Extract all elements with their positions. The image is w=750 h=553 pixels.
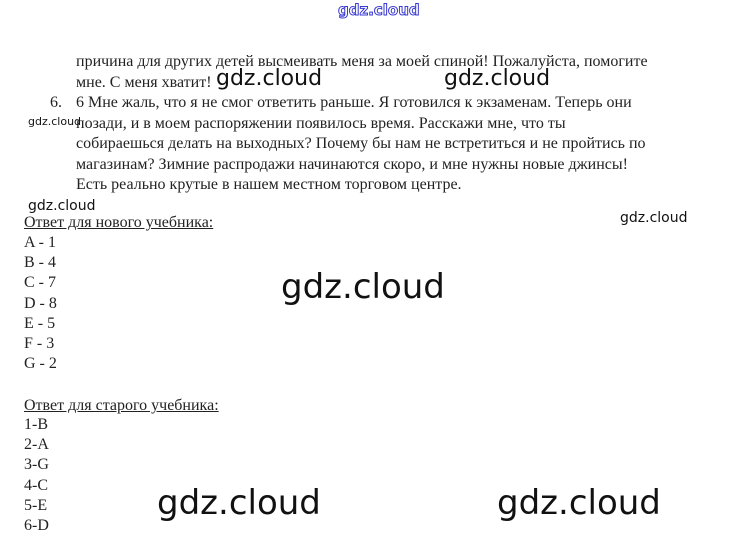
- text-line: Есть реально крутые в нашем местном торговом центре.: [76, 176, 462, 193]
- answer-item: C - 7: [24, 274, 56, 292]
- answer-item: E - 5: [24, 314, 56, 332]
- watermark: gdz.cloud: [338, 1, 420, 19]
- text-line: собираешься делать на выходных? Почему бы нам не встретиться и не пройтись по: [76, 135, 646, 152]
- answer-item: 3-G: [24, 456, 49, 474]
- answer-item: 5-E: [24, 496, 48, 514]
- answer-item: 2-A: [24, 436, 49, 454]
- new-textbook-heading: Ответ для нового учебника:: [24, 214, 214, 231]
- watermark: gdz.cloud: [497, 483, 661, 523]
- watermark: gdz.cloud: [620, 210, 688, 226]
- text-line: позади, и в моем распоряжении появилось время. Расскажи мне, что ты: [76, 114, 566, 132]
- watermark: gdz.cloud: [28, 115, 82, 128]
- text-line: 6 Мне жаль, что я не смог ответить раньше. Я готовился к экзаменам. Теперь они: [76, 94, 632, 111]
- watermark: gdz.cloud: [28, 198, 96, 214]
- answer-item: G - 2: [24, 355, 57, 373]
- answer-item: B - 4: [24, 254, 56, 272]
- answer-item: D - 8: [24, 294, 57, 312]
- letter-paragraph-6: [76, 93, 646, 196]
- watermark: gdz.cloud: [281, 267, 445, 307]
- item-number: 6.: [50, 94, 62, 111]
- text-line: причина для других детей высмеивать меня за моей спиной! Пожалуйста, помогите: [76, 53, 648, 70]
- answer-item: A - 1: [24, 234, 56, 251]
- new-textbook-answer-list: [24, 233, 57, 374]
- answer-item: 6-D: [24, 517, 49, 535]
- watermark: gdz.cloud: [216, 66, 323, 91]
- answer-item: F - 3: [24, 335, 55, 353]
- text-line: магазинам? Зимние распродажи начинаются скоро, и мне нужны новые джинсы!: [76, 155, 628, 173]
- watermark: gdz.cloud: [444, 66, 551, 91]
- old-textbook-heading: Ответ для старого учебника:: [24, 397, 219, 414]
- answer-item: 1-B: [24, 416, 48, 433]
- letter-paragraph-continued: [76, 52, 648, 93]
- text-line: мне. С меня хватит!: [76, 73, 212, 91]
- answer-item: 4-C: [24, 476, 48, 494]
- old-textbook-answer-list: [24, 415, 49, 536]
- watermark: gdz.cloud: [157, 483, 321, 523]
